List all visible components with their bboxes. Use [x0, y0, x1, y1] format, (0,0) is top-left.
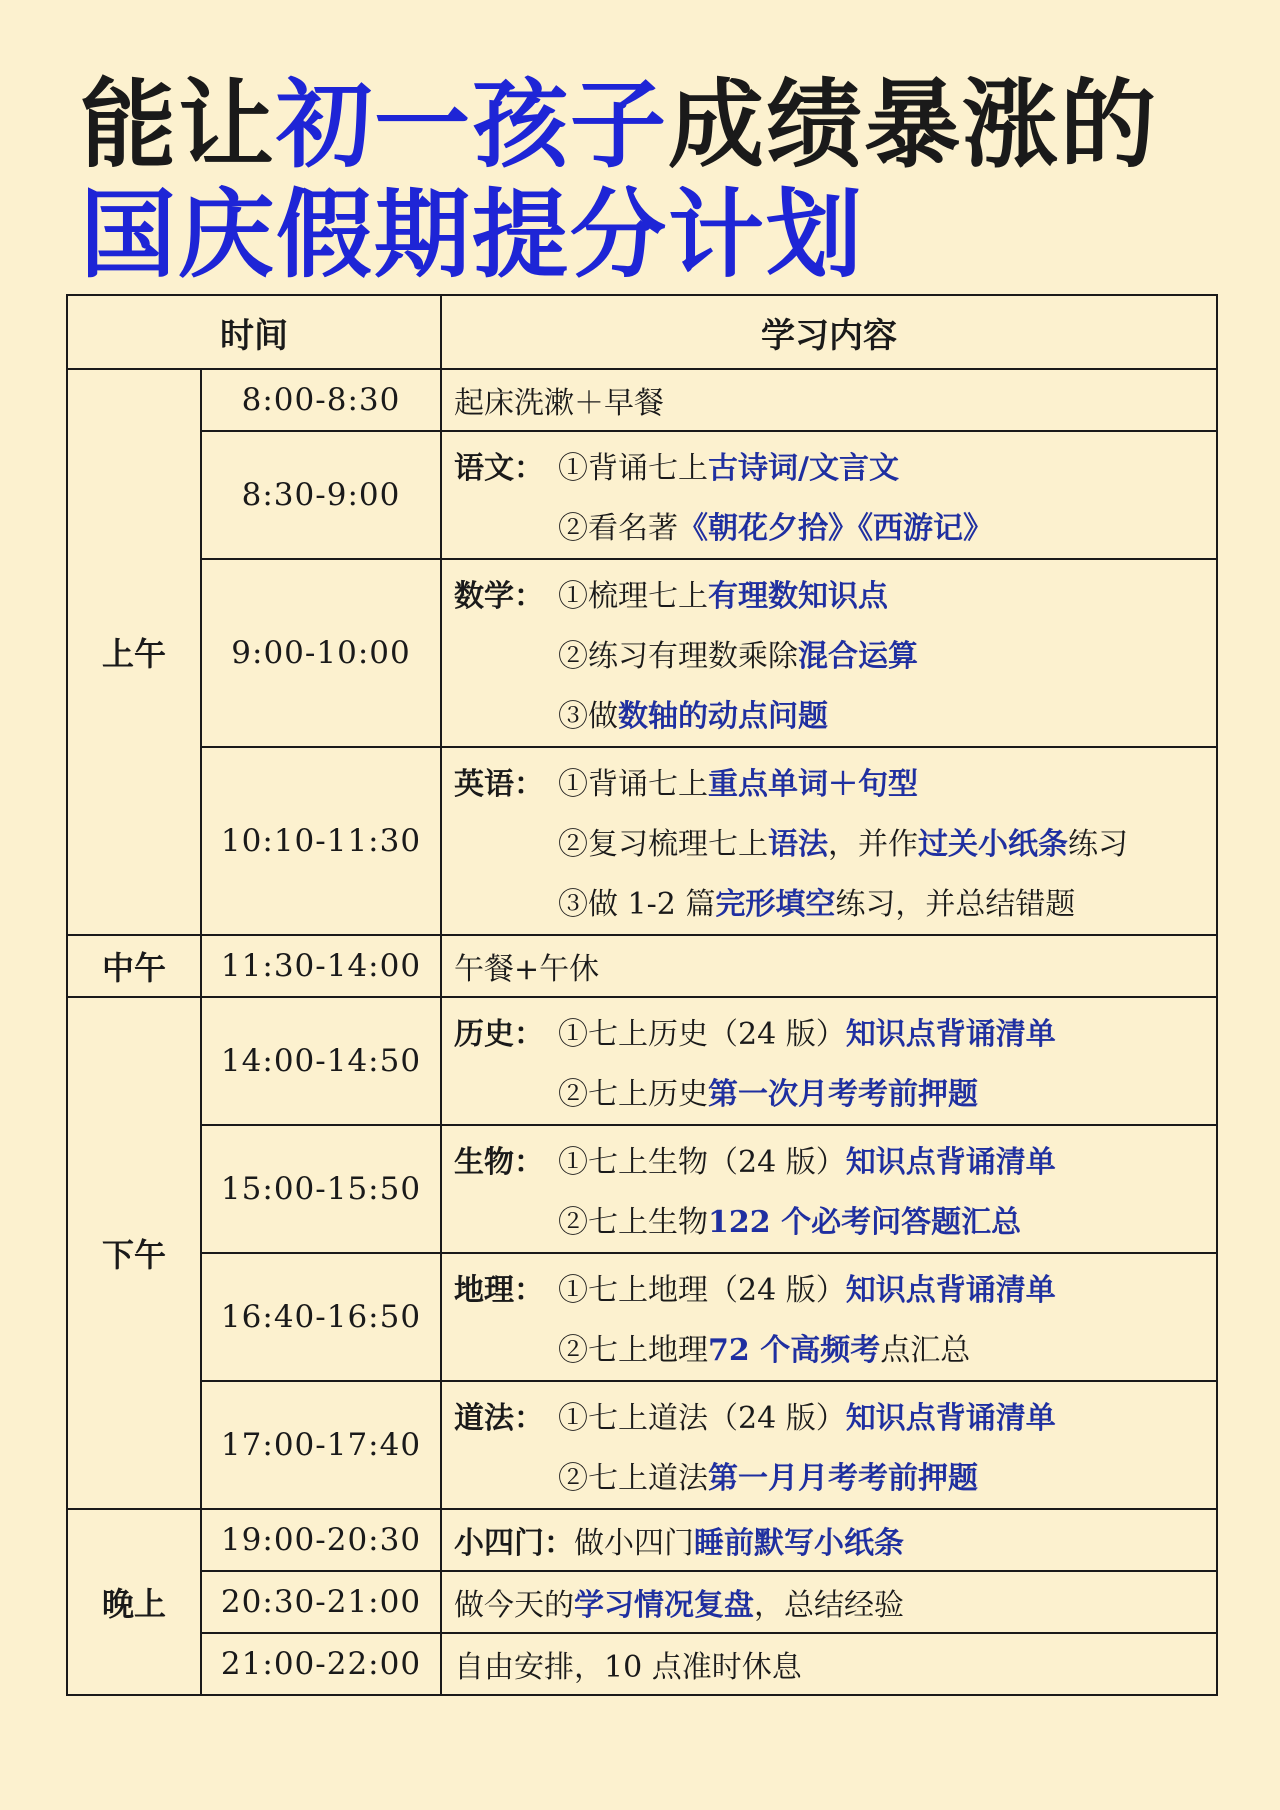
table-row [67, 1633, 1217, 1695]
time-slot: 10:10-11:30 [201, 747, 441, 935]
highlight-text: 睡前默写小纸条 [694, 1526, 904, 1561]
period-label: 晚上 [67, 1509, 201, 1695]
content-text: 点汇总 [880, 1333, 971, 1368]
content-line [454, 495, 1216, 555]
time-slot: 20:30-21:00 [201, 1571, 441, 1633]
time-slot: 9:00-10:00 [201, 559, 441, 747]
table-row [67, 1125, 1217, 1253]
highlight-text: 知识点背诵清单 [845, 1401, 1056, 1436]
period-label: 中午 [67, 935, 201, 997]
schedule-body [67, 369, 1217, 1695]
study-content [441, 935, 1217, 997]
content-text: ②七上生物 [558, 1205, 708, 1240]
content-line [454, 936, 1216, 996]
study-content [441, 1125, 1217, 1253]
content-text: 练习 [1068, 827, 1128, 862]
study-content [441, 1571, 1217, 1633]
title-segment-highlight: 初一孩子 [276, 69, 668, 181]
highlight-text: 古诗词/文言文 [708, 451, 899, 486]
highlight-text: 知识点背诵清单 [845, 1145, 1056, 1180]
highlight-text: 知识点背诵清单 [845, 1017, 1056, 1052]
subject-label: 语文： [454, 451, 544, 486]
content-line [454, 683, 1216, 743]
content-text: 自由安排，10 点准时休息 [454, 1650, 802, 1685]
content-line [454, 1317, 1216, 1377]
content-text: 午餐+午休 [454, 952, 600, 987]
content-text: ③做 [558, 699, 618, 734]
study-content [441, 1509, 1217, 1571]
study-content [441, 431, 1217, 559]
time-slot: 8:30-9:00 [201, 431, 441, 559]
table-header-row [67, 295, 1217, 369]
header-time: 时间 [67, 295, 441, 369]
content-line [454, 370, 1216, 430]
content-line [454, 1001, 1216, 1061]
time-slot: 11:30-14:00 [201, 935, 441, 997]
content-line [454, 871, 1216, 931]
content-text: 做今天的 [454, 1588, 574, 1623]
table-row [67, 1509, 1217, 1571]
content-text: ①七上道法（24 版） [558, 1401, 846, 1436]
content-line [454, 1634, 1216, 1694]
title-segment: 能让 [80, 69, 276, 181]
highlight-text: 学习情况复盘 [574, 1588, 754, 1623]
content-text: ，总结经验 [754, 1588, 904, 1623]
time-slot: 14:00-14:50 [201, 997, 441, 1125]
title-segment-highlight: 国庆假期提分计划 [80, 179, 864, 291]
content-text: ②看名著 [558, 511, 678, 546]
content-text: 起床洗漱＋早餐 [454, 386, 664, 421]
content-text: ①梳理七上 [558, 579, 708, 614]
time-slot: 19:00-20:30 [201, 1509, 441, 1571]
content-line [454, 1445, 1216, 1505]
highlight-text: 《朝花夕拾》《西游记》 [678, 511, 993, 546]
content-text: ①七上地理（24 版） [558, 1273, 846, 1308]
table-row [67, 1381, 1217, 1509]
subject-label: 历史： [454, 1017, 544, 1052]
time-slot: 21:00-22:00 [201, 1633, 441, 1695]
content-text: 小四门： [454, 1526, 574, 1561]
highlight-text: 72 个高频考 [708, 1333, 881, 1368]
highlight-text: 语法 [768, 827, 828, 862]
time-slot: 15:00-15:50 [201, 1125, 441, 1253]
subject-label: 生物： [454, 1145, 544, 1180]
content-line [454, 811, 1216, 871]
highlight-text: 122 个必考问答题汇总 [708, 1205, 1022, 1240]
highlight-text: 重点单词＋句型 [708, 767, 918, 802]
table-row [67, 997, 1217, 1125]
study-content [441, 559, 1217, 747]
highlight-text: 过关小纸条 [918, 827, 1068, 862]
time-slot: 16:40-16:50 [201, 1253, 441, 1381]
content-text: ①背诵七上 [558, 451, 708, 486]
content-line [454, 1385, 1216, 1445]
content-line [454, 563, 1216, 623]
time-slot: 17:00-17:40 [201, 1381, 441, 1509]
content-line [454, 1510, 1216, 1570]
highlight-text: 数轴的动点问题 [618, 699, 828, 734]
title-line-1 [80, 70, 1230, 180]
highlight-text: 知识点背诵清单 [845, 1273, 1056, 1308]
study-content [441, 1633, 1217, 1695]
highlight-text: 混合运算 [798, 639, 918, 674]
study-content [441, 997, 1217, 1125]
study-content [441, 369, 1217, 431]
table-row [67, 935, 1217, 997]
content-text: ②练习有理数乘除 [558, 639, 798, 674]
content-text: 练习，并总结错题 [835, 887, 1076, 922]
content-line [454, 1257, 1216, 1317]
content-text: ③做 1-2 篇 [558, 887, 716, 922]
highlight-text: 有理数知识点 [708, 579, 888, 614]
page-title [80, 70, 1230, 290]
table-row [67, 559, 1217, 747]
subject-label: 道法： [454, 1401, 544, 1436]
content-text: ①七上历史（24 版） [558, 1017, 846, 1052]
content-line [454, 1061, 1216, 1121]
content-text: ②七上道法 [558, 1461, 708, 1496]
content-line [454, 435, 1216, 495]
table-row [67, 431, 1217, 559]
subject-label: 英语： [454, 767, 544, 802]
schedule-table [66, 294, 1218, 1696]
content-line [454, 623, 1216, 683]
content-text: ①七上生物（24 版） [558, 1145, 846, 1180]
content-text: 做小四门 [574, 1526, 694, 1561]
study-content [441, 1381, 1217, 1509]
study-content [441, 1253, 1217, 1381]
subject-label: 数学： [454, 579, 544, 614]
period-label: 上午 [67, 369, 201, 935]
highlight-text: 第一次月考考前押题 [708, 1077, 978, 1112]
content-line [454, 1572, 1216, 1632]
content-text: ②七上历史 [558, 1077, 708, 1112]
content-text: ②复习梳理七上 [558, 827, 768, 862]
study-content [441, 747, 1217, 935]
content-text: ，并作 [828, 827, 918, 862]
highlight-text: 第一月月考考前押题 [708, 1461, 978, 1496]
content-line [454, 1189, 1216, 1249]
time-slot: 8:00-8:30 [201, 369, 441, 431]
table-row [67, 1253, 1217, 1381]
title-segment: 成绩暴涨的 [668, 69, 1158, 181]
title-line-2 [80, 180, 1230, 290]
header-content: 学习内容 [441, 295, 1217, 369]
content-line [454, 1129, 1216, 1189]
content-text: ②七上地理 [558, 1333, 708, 1368]
table-row [67, 1571, 1217, 1633]
content-text: ①背诵七上 [558, 767, 708, 802]
content-line [454, 751, 1216, 811]
period-label: 下午 [67, 997, 201, 1509]
table-row [67, 747, 1217, 935]
highlight-text: 完形填空 [715, 887, 836, 922]
subject-label: 地理： [454, 1273, 544, 1308]
table-row [67, 369, 1217, 431]
